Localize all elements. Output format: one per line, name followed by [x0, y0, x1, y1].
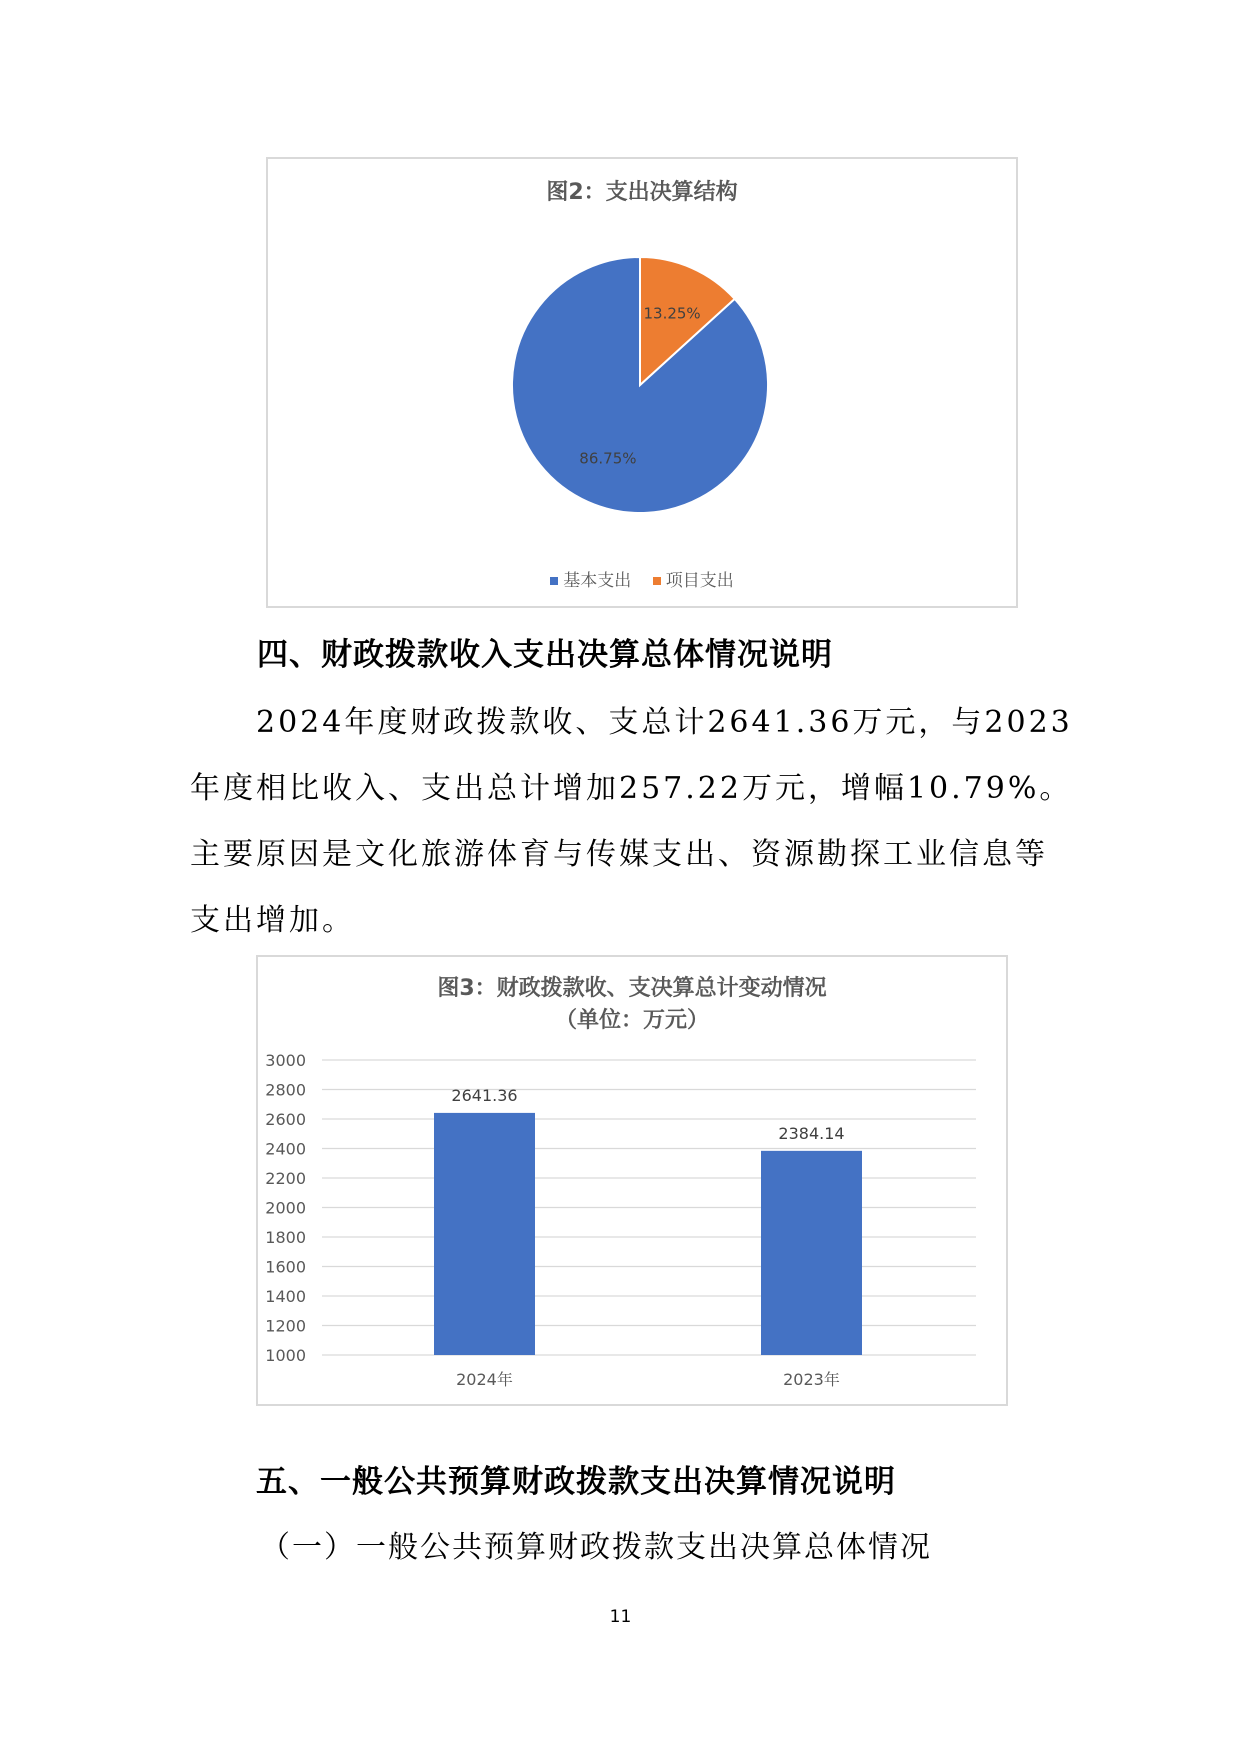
y-tick-label: 2600 — [265, 1110, 306, 1129]
y-tick-label: 3000 — [265, 1051, 306, 1070]
section4-heading: 四、财政拨款收入支出决算总体情况说明 — [257, 637, 833, 673]
y-tick-label: 2000 — [265, 1198, 306, 1218]
pie-chart-frame — [266, 157, 1018, 608]
y-tick-label: 1600 — [265, 1257, 306, 1277]
y-tick-label: 2800 — [265, 1080, 306, 1100]
pie-legend — [268, 566, 1016, 591]
bar-chart-title: 图3：财政拨款收、支决算总计变动情况 — [437, 976, 827, 1001]
y-tick-label: 1800 — [265, 1228, 306, 1247]
legend-swatch-basic — [550, 577, 558, 585]
section5-subheading: （一）一般公共预算财政拨款支出决算总体情况 — [260, 1530, 932, 1565]
y-tick-label: 2400 — [265, 1139, 306, 1159]
legend-item-project — [653, 566, 734, 591]
y-tick-label: 1400 — [265, 1287, 306, 1306]
bar-value-label: 2384.14 — [778, 1123, 845, 1143]
legend-item-basic — [550, 566, 631, 591]
y-tick-label: 1200 — [265, 1316, 306, 1336]
bar-chart-subtitle: （单位：万元） — [554, 1008, 709, 1033]
pie-chart — [268, 159, 1016, 559]
legend-label-project: 项目支出 — [665, 571, 734, 591]
section4-line-3: 主要原因是文化旅游体育与传媒支出、资源勘探工业信息等 — [190, 837, 1048, 872]
bar-chart — [258, 957, 1006, 1404]
section5-heading: 五、一般公共预算财政拨款支出决算情况说明 — [256, 1464, 896, 1500]
bar-value-label: 2641.36 — [451, 1085, 518, 1105]
bar-0 — [434, 1113, 535, 1355]
bar-1 — [761, 1151, 862, 1355]
page-number: 11 — [609, 1607, 632, 1627]
x-tick-label: 2023年 — [783, 1370, 840, 1389]
x-tick-label: 2024年 — [456, 1370, 513, 1389]
pie-label-0: 86.75% — [579, 449, 637, 468]
bar-chart-frame — [256, 955, 1008, 1406]
y-tick-label: 1000 — [265, 1346, 306, 1365]
section4-line-1: 2024年度财政拨款收、支总计2641.36万元，与2023 — [256, 705, 1073, 740]
legend-label-basic: 基本支出 — [563, 571, 632, 591]
pie-label-1: 13.25% — [643, 304, 701, 323]
y-tick-label: 2200 — [265, 1169, 306, 1188]
section4-line-2: 年度相比收入、支出总计增加257.22万元，增幅10.79%。 — [190, 771, 1073, 806]
section4-line-4: 支出增加。 — [190, 903, 355, 938]
legend-swatch-project — [653, 577, 661, 585]
pie-chart-title: 图2：支出决算结构 — [546, 180, 738, 205]
